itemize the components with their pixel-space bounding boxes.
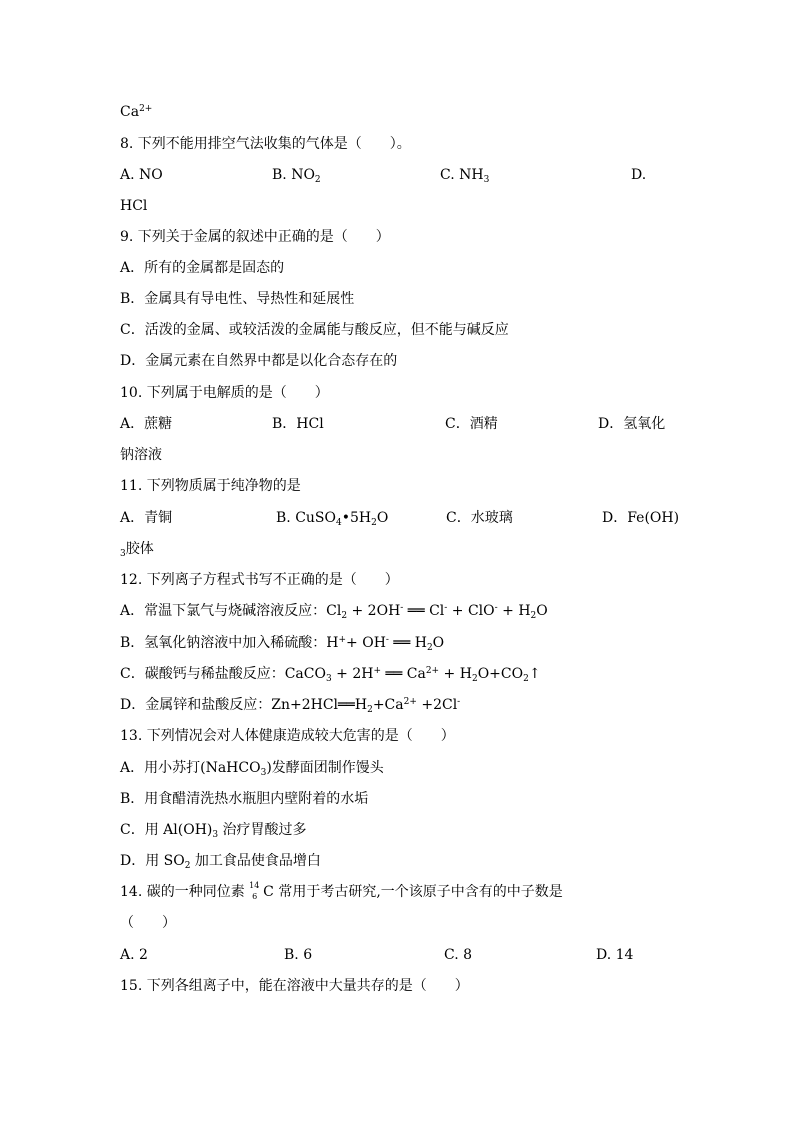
question-11-stem: 11. 下列物质属于纯净物的是 — [120, 478, 301, 494]
q9-option-a: A．所有的金属都是固态的 — [120, 260, 285, 276]
q12-option-b: B．氢氧化钠溶液中加入稀硫酸：H++ OH- ══ $H_2O$ — [120, 635, 445, 653]
question-12-stem: 12. 下列离子方程式书写不正确的是（ ） — [120, 572, 399, 588]
q10-option-d: D．氢氧化 — [598, 416, 666, 432]
nuclide-notation: 14 6 — [249, 881, 260, 901]
q11-option-a: A．青铜 — [120, 510, 173, 526]
q10-option-b: B．HCl — [272, 416, 324, 432]
prev-question-continuation: $Ca^{2+}$ — [120, 104, 153, 120]
q11-option-c: C．水玻璃 — [446, 510, 513, 526]
question-14-stem: 14. 碳的一种同位素 14 6 C 常用于考古研究,一个该原子中含有的中子数是 — [120, 881, 563, 901]
q12-option-a: A．常温下氯气与烧碱溶液反应：$Cl_2 + 2OH^-$ ══ $Cl^- + ClO^- + H_2O$ — [120, 603, 548, 621]
q8-option-d: D. — [631, 167, 647, 183]
question-8-stem: 8. 下列不能用排空气法收集的气体是（ ）。 — [120, 136, 411, 152]
q11-option-d-wrap: $_3$胶体 — [120, 541, 154, 559]
q10-option-a: A．蔗糖 — [120, 416, 173, 432]
q12-option-d: D．金属锌和盐酸反应：$Zn+2HCl══H_2+Ca^{2+} +2Cl^-$ — [120, 697, 461, 715]
q10-option-c: C．酒精 — [445, 416, 498, 432]
q14-option-c: C. 8 — [444, 947, 473, 963]
question-13-stem: 13. 下列情况会对人体健康造成较大危害的是（ ） — [120, 728, 455, 744]
q14-option-a: A. 2 — [120, 947, 148, 963]
q9-option-d: D．金属元素在自然界中都是以化合态存在的 — [120, 353, 398, 369]
question-10-stem: 10. 下列属于电解质的是（ ） — [120, 385, 329, 401]
q8-option-d-wrap: HCl — [120, 198, 148, 214]
q13-option-a: A．用小苏打(NaHCO$_3$)发酵面团制作馒头 — [120, 760, 384, 778]
q10-option-d-wrap: 钠溶液 — [120, 447, 162, 463]
q8-option-b: B. $NO_2$ — [272, 167, 321, 185]
q11-option-d: D．Fe(OH) — [602, 510, 680, 526]
q13-option-c: C．用 $Al(OH)_3$ 治疗胃酸过多 — [120, 822, 307, 840]
question-15-stem: 15. 下列各组离子中，能在溶液中大量共存的是（ ） — [120, 978, 469, 994]
q9-option-c: C．活泼的金属、或较活泼的金属能与酸反应，但不能与碱反应 — [120, 322, 509, 338]
q14-option-b: B. 6 — [284, 947, 313, 963]
q14-option-d: D. 14 — [596, 947, 634, 963]
q8-option-a: A. NO — [120, 167, 163, 183]
question-9-stem: 9. 下列关于金属的叙述中正确的是（ ） — [120, 229, 390, 245]
q11-option-b: B. $CuSO_4•5H_2O$ — [276, 510, 389, 528]
q13-option-b: B．用食醋清洗热水瓶胆内壁附着的水垢 — [120, 791, 369, 807]
question-14-stem-wrap: （ ） — [120, 915, 176, 931]
q13-option-d: D．用 $SO_2$ 加工食品使食品增白 — [120, 853, 321, 871]
q8-option-c: C. $NH_3$ — [440, 167, 490, 185]
q9-option-b: B．金属具有导电性、导热性和延展性 — [120, 291, 355, 307]
q12-option-c: C．碳酸钙与稀盐酸反应：CaCO$_3$ + 2H+ ══ $Ca^{2+}$ + $H_2O+CO_2↑$ — [120, 666, 541, 684]
